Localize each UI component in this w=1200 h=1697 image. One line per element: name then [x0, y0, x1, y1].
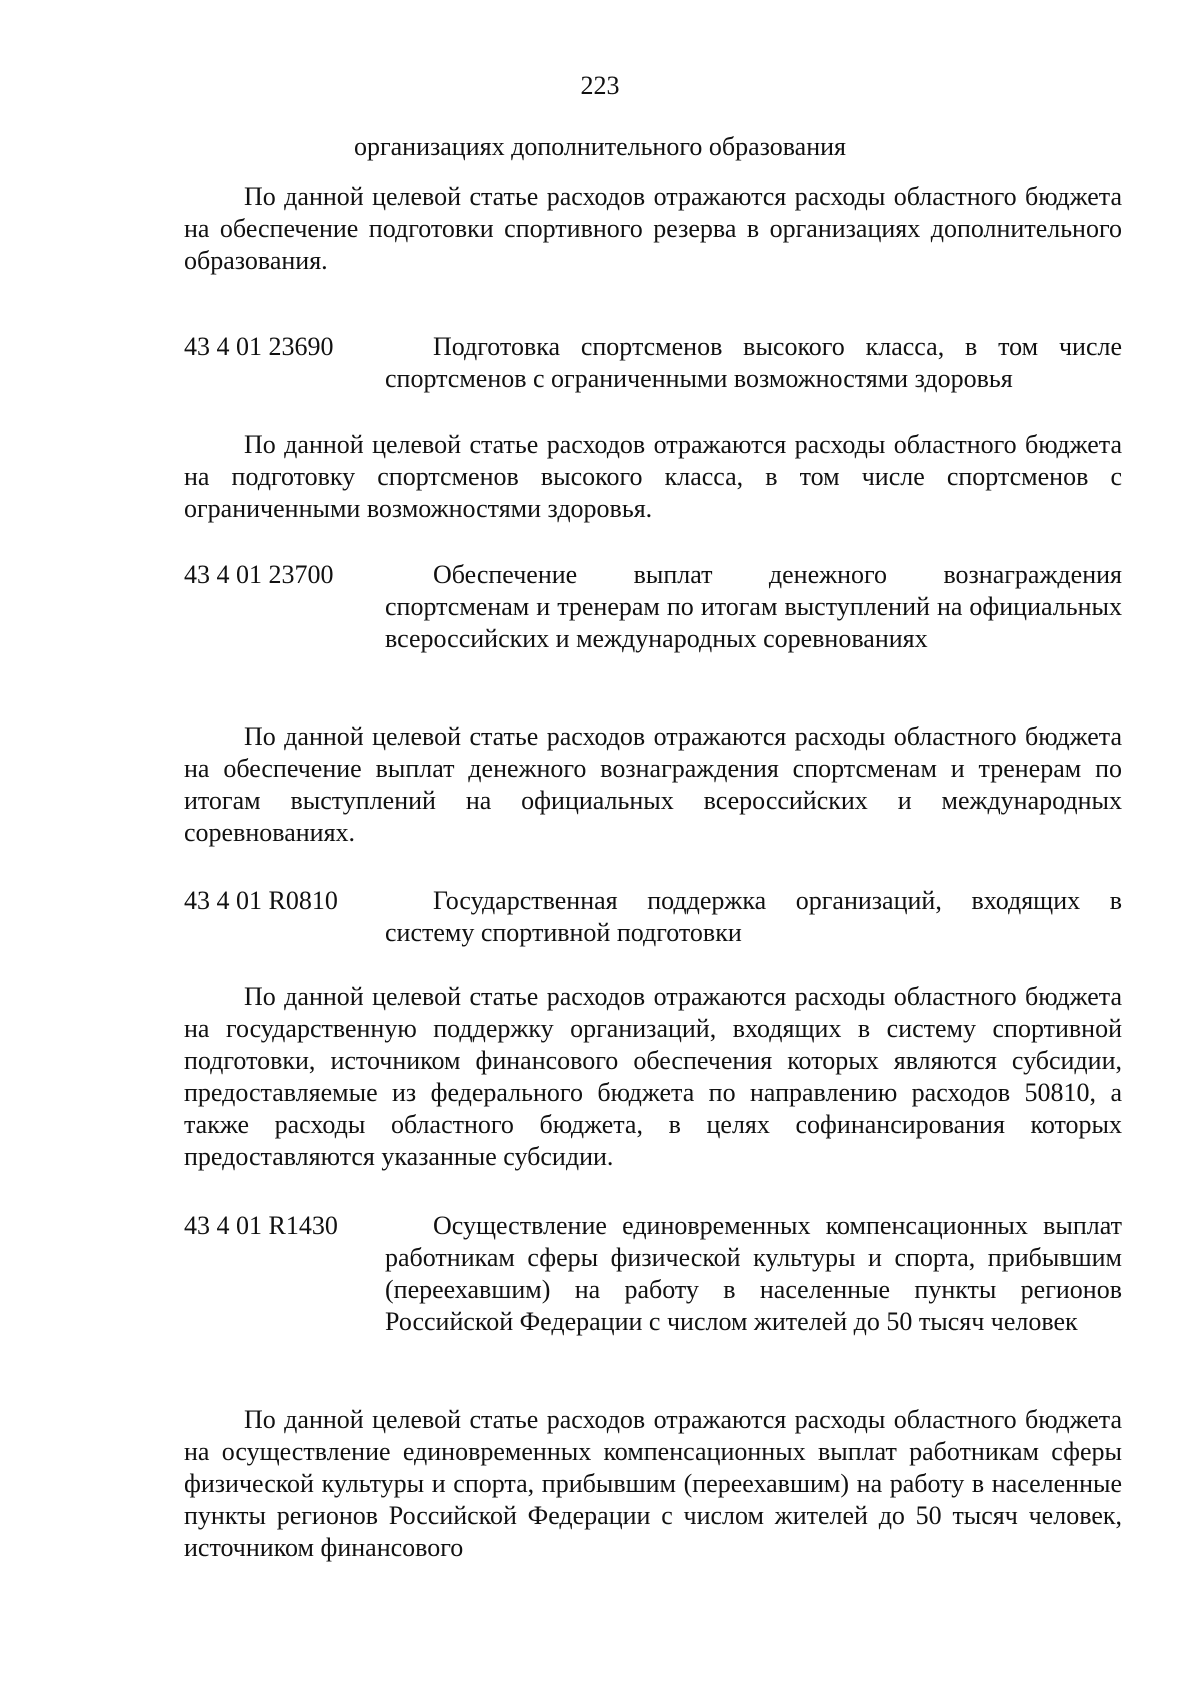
intro-paragraph: По данной целевой статье расходов отражаются расходы областного бюджета на обеспечение подготовки спортивного резерва в организациях дополнительного образования. [184, 182, 1122, 275]
entry-title: Обеспечение выплат денежного вознаграждения спортсменам и тренерам по итогам выступлений на официальных всероссийских и международных соревнованиях [385, 560, 1122, 653]
entry-code: 43 4 01 23700 [184, 560, 334, 589]
entry-description: По данной целевой статье расходов отражаются расходы областного бюджета на осуществление единовременных компенсационных выплат работникам сферы физической культуры и спорта, прибывшим (переехавшим) на работу в населенные пункты регионов Российской Федерации с числом жителей до 50 тысяч человек, источником финансового [184, 1405, 1122, 1562]
entry-code: 43 4 01 R0810 [184, 886, 338, 915]
entry-title: Осуществление единовременных компенсационных выплат работникам сферы физической культуры и спорта, прибывшим (переехавшим) на работу в населенные пункты регионов Российской Федерации с числом жителей до 50 тысяч человек [385, 1211, 1122, 1336]
entry-title: Государственная поддержка организаций, входящих в систему спортивной подготовки [385, 886, 1122, 947]
entry-description: По данной целевой статье расходов отражаются расходы областного бюджета на обеспечение выплат денежного вознаграждения спортсменам и тренерам по итогам выступлений на официальных всероссийских и международных соревнованиях. [184, 722, 1122, 847]
page-number: 223 [580, 71, 620, 100]
entry-code: 43 4 01 R1430 [184, 1211, 338, 1240]
section-heading-continuation: организациях дополнительного образования [353, 132, 847, 161]
entry-description: По данной целевой статье расходов отражаются расходы областного бюджета на подготовку спортсменов высокого класса, в том числе спортсменов с ограниченными возможностями здоровья. [184, 430, 1122, 523]
entry-code: 43 4 01 23690 [184, 332, 334, 361]
entry-description: По данной целевой статье расходов отражаются расходы областного бюджета на государственную поддержку организаций, входящих в систему спортивной подготовки, источником финансового обеспечения которых являются субсидии, предоставляемые из федерального бюджета по направлению расходов 50810, а также расходы областного бюджета, в целях софинансирования которых предоставляются указанные субсидии. [184, 982, 1122, 1171]
entry-title: Подготовка спортсменов высокого класса, в том числе спортсменов с ограниченными возможностями здоровья [385, 332, 1122, 393]
